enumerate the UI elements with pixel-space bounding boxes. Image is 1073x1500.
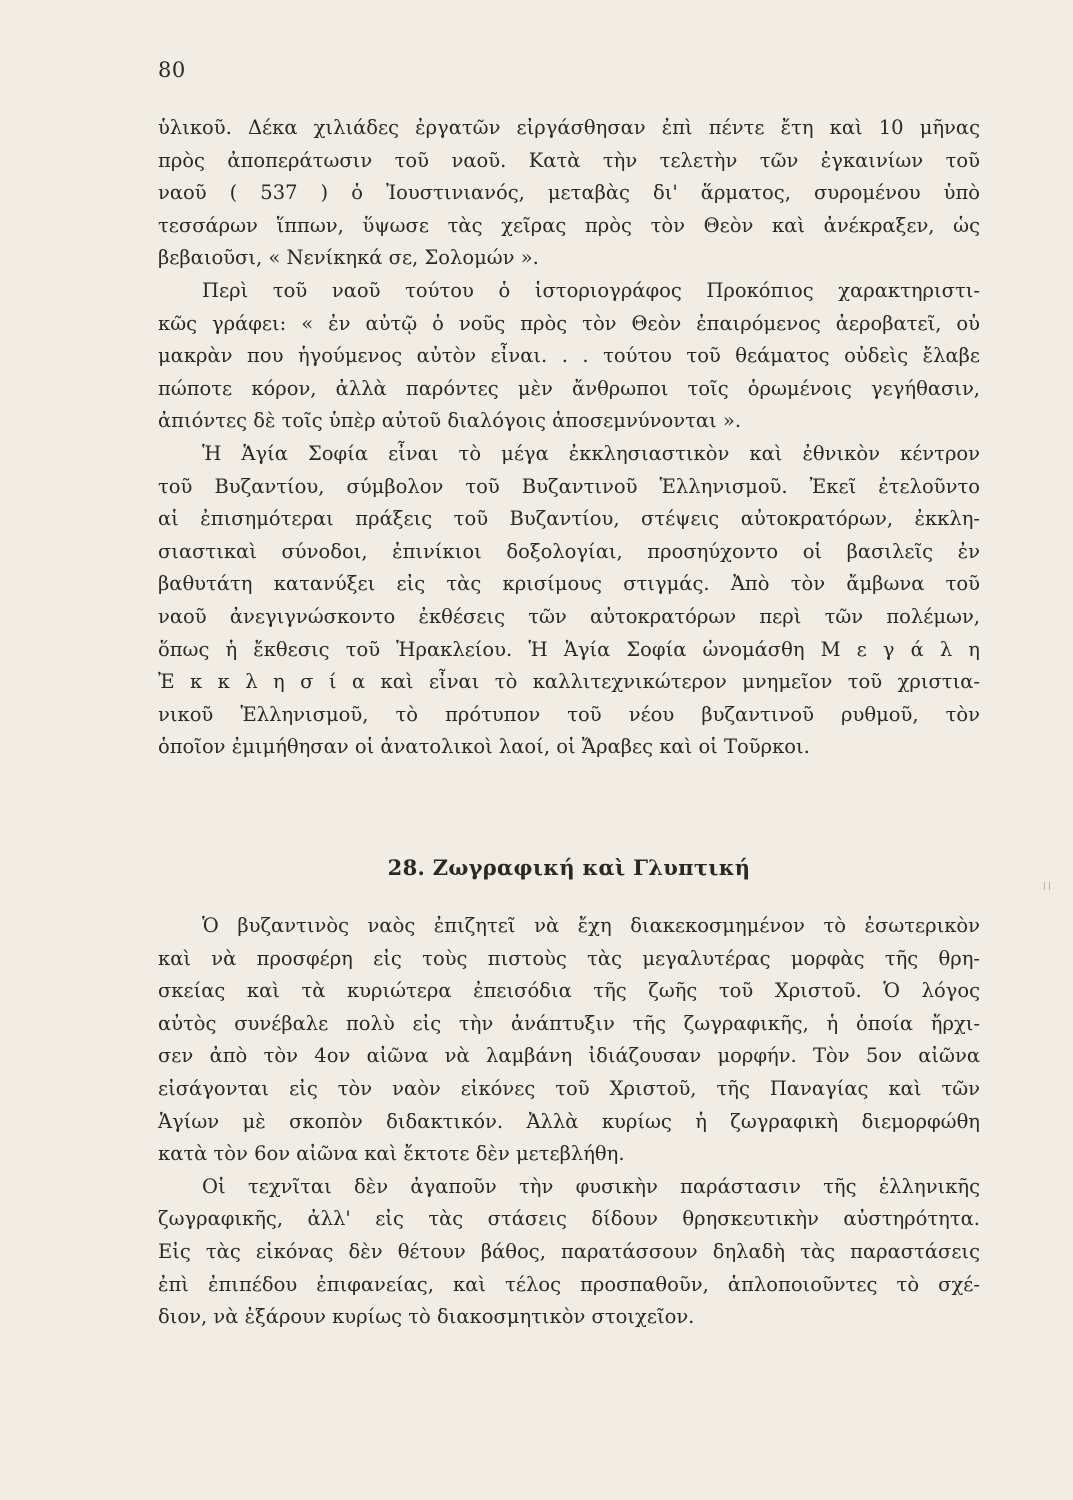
- text-line: πρὸς ἀποπεράτωσιν τοῦ ναοῦ. Κατὰ τὴν τελετὴν τῶν ἐγκαινίων τοῦ: [158, 148, 980, 172]
- text-line: Ἐ κ κ λ η σ ί α καὶ εἶναι τὸ καλλιτεχνικώτερον μνημεῖον τοῦ χριστια-: [158, 670, 980, 694]
- stray-mark: [1044, 882, 1050, 890]
- text-line: Ἡ Ἁγία Σοφία εἶναι τὸ μέγα ἐκκλησιαστικὸν καὶ ἐθνικὸν κέντρον: [202, 441, 980, 465]
- text-line: ναοῦ ἀνεγιγνώσκοντο ἐκθέσεις τῶν αὐτοκρατόρων περὶ τῶν πολέμων,: [158, 604, 980, 628]
- text-line: ὅπως ἡ ἔκθεσις τοῦ Ἡρακλείου. Ἡ Ἁγία Σοφία ὠνομάσθη Μ ε γ ά λ η: [158, 637, 980, 661]
- section-heading: 28. Ζωγραφική καὶ Γλυπτική: [387, 855, 751, 880]
- text-line: Οἱ τεχνῖται δὲν ἀγαποῦν τὴν φυσικὴν παράστασιν τῆς ἑλληνικῆς: [202, 1174, 980, 1198]
- body-text-top: [158, 112, 980, 764]
- text-line: αἱ ἐπισημότεραι πράξεις τοῦ Βυζαντίου, στέψεις αὐτοκρατόρων, ἐκκλη-: [158, 507, 980, 531]
- text-line: ὁποῖον ἐμιμήθησαν οἱ ἀνατολικοὶ λαοί, οἱ Ἄραβες καὶ οἱ Τοῦρκοι.: [158, 735, 810, 759]
- text-line: νικοῦ Ἑλληνισμοῦ, τὸ πρότυπον τοῦ νέου βυζαντινοῦ ρυθμοῦ, τὸν: [158, 702, 980, 726]
- text-line: κατὰ τὸν 6ον αἰῶνα καὶ ἔκτοτε δὲν μετεβλήθη.: [158, 1142, 625, 1166]
- text-line: ζωγραφικῆς, ἀλλ' εἰς τὰς στάσεις δίδουν θρησκευτικὴν αὐστηρότητα.: [158, 1207, 980, 1231]
- text-line: σεν ἀπὸ τὸν 4ον αἰῶνα νὰ λαμβάνη ἰδιάζουσαν μορφήν. Τὸν 5ον αἰῶνα: [158, 1044, 980, 1068]
- text-line: Περὶ τοῦ ναοῦ τούτου ὁ ἱστοριογράφος Προκόπιος χαρακτηριστι-: [202, 278, 980, 302]
- text-line: τοῦ Βυζαντίου, σύμβολον τοῦ Βυζαντινοῦ Ἑλληνισμοῦ. Ἐκεῖ ἐτελοῦντο: [158, 474, 980, 498]
- text-line: διον, νὰ ἐξάρουν κυρίως τὸ διακοσμητικὸν στοιχεῖον.: [158, 1305, 695, 1329]
- text-line: ναοῦ ( 537 ) ὁ Ἰουστινιανός, μεταβὰς δι' ἅρματος, συρομένου ὑπὸ: [158, 181, 980, 205]
- text-line: βεβαιοῦσι, « Νενίκηκά σε, Σολομών ».: [158, 246, 539, 270]
- text-line: εἰσάγονται εἰς τὸν ναὸν εἰκόνες τοῦ Χριστοῦ, τῆς Παναγίας καὶ τῶν: [158, 1076, 980, 1100]
- text-line: ὑλικοῦ. Δέκα χιλιάδες ἐργατῶν εἰργάσθησαν ἐπὶ πέντε ἔτη καὶ 10 μῆνας: [158, 116, 980, 139]
- text-line: ἀπιόντες δὲ τοῖς ὑπὲρ αὐτοῦ διαλόγοις ἀποσεμνύνονται ».: [158, 409, 742, 433]
- text-line: μακρὰν που ἡγούμενος αὐτὸν εἶναι. . . τούτου τοῦ θεάματος οὐδεὶς ἔλαβε: [158, 344, 980, 368]
- page-number: 80: [158, 58, 186, 82]
- text-line: Ἁγίων μὲ σκοπὸν διδακτικόν. Ἀλλὰ κυρίως ἡ ζωγραφικὴ διεμορφώθη: [158, 1109, 980, 1133]
- text-line: σιαστικαὶ σύνοδοι, ἐπινίκιοι δοξολογίαι, προσηύχοντο οἱ βασιλεῖς ἐν: [158, 539, 980, 563]
- body-text-bottom: [158, 910, 980, 1334]
- text-line: τεσσάρων ἵππων, ὕψωσε τὰς χεῖρας πρὸς τὸν Θεὸν καὶ ἀνέκραξεν, ὡς: [158, 213, 980, 237]
- text-line: κῶς γράφει: « ἐν αὐτῷ ὁ νοῦς πρὸς τὸν Θεὸν ἐπαιρόμενος ἀεροβατεῖ, οὐ: [158, 311, 980, 335]
- text-line: αὐτὸς συνέβαλε πολὺ εἰς τὴν ἀνάπτυξιν τῆς ζωγραφικῆς, ἡ ὁποία ἤρχι-: [158, 1011, 980, 1035]
- text-line: ἐπὶ ἐπιπέδου ἐπιφανείας, καὶ τέλος προσπαθοῦν, ἁπλοποιοῦντες τὸ σχέ-: [158, 1272, 980, 1296]
- text-line: Εἰς τὰς εἰκόνας δὲν θέτουν βάθος, παρατάσσουν δηλαδὴ τὰς παραστάσεις: [158, 1239, 980, 1263]
- text-line: σκείας καὶ τὰ κυριώτερα ἐπεισόδια τῆς ζωῆς τοῦ Χριστοῦ. Ὁ λόγος: [158, 979, 980, 1003]
- text-line: καὶ νὰ προσφέρη εἰς τοὺς πιστοὺς τὰς μεγαλυτέρας μορφὰς τῆς θρη-: [158, 946, 980, 970]
- text-line: βαθυτάτη κατανύξει εἰς τὰς κρισίμους στιγμάς. Ἀπὸ τὸν ἄμβωνα τοῦ: [158, 572, 980, 596]
- text-line: Ὁ βυζαντινὸς ναὸς ἐπιζητεῖ νὰ ἔχη διακεκοσμημένον τὸ ἐσωτερικὸν: [202, 914, 980, 937]
- text-line: πώποτε κόρον, ἀλλὰ παρόντες μὲν ἄνθρωποι τοῖς ὁρωμένοις γεγήθασιν,: [158, 376, 980, 400]
